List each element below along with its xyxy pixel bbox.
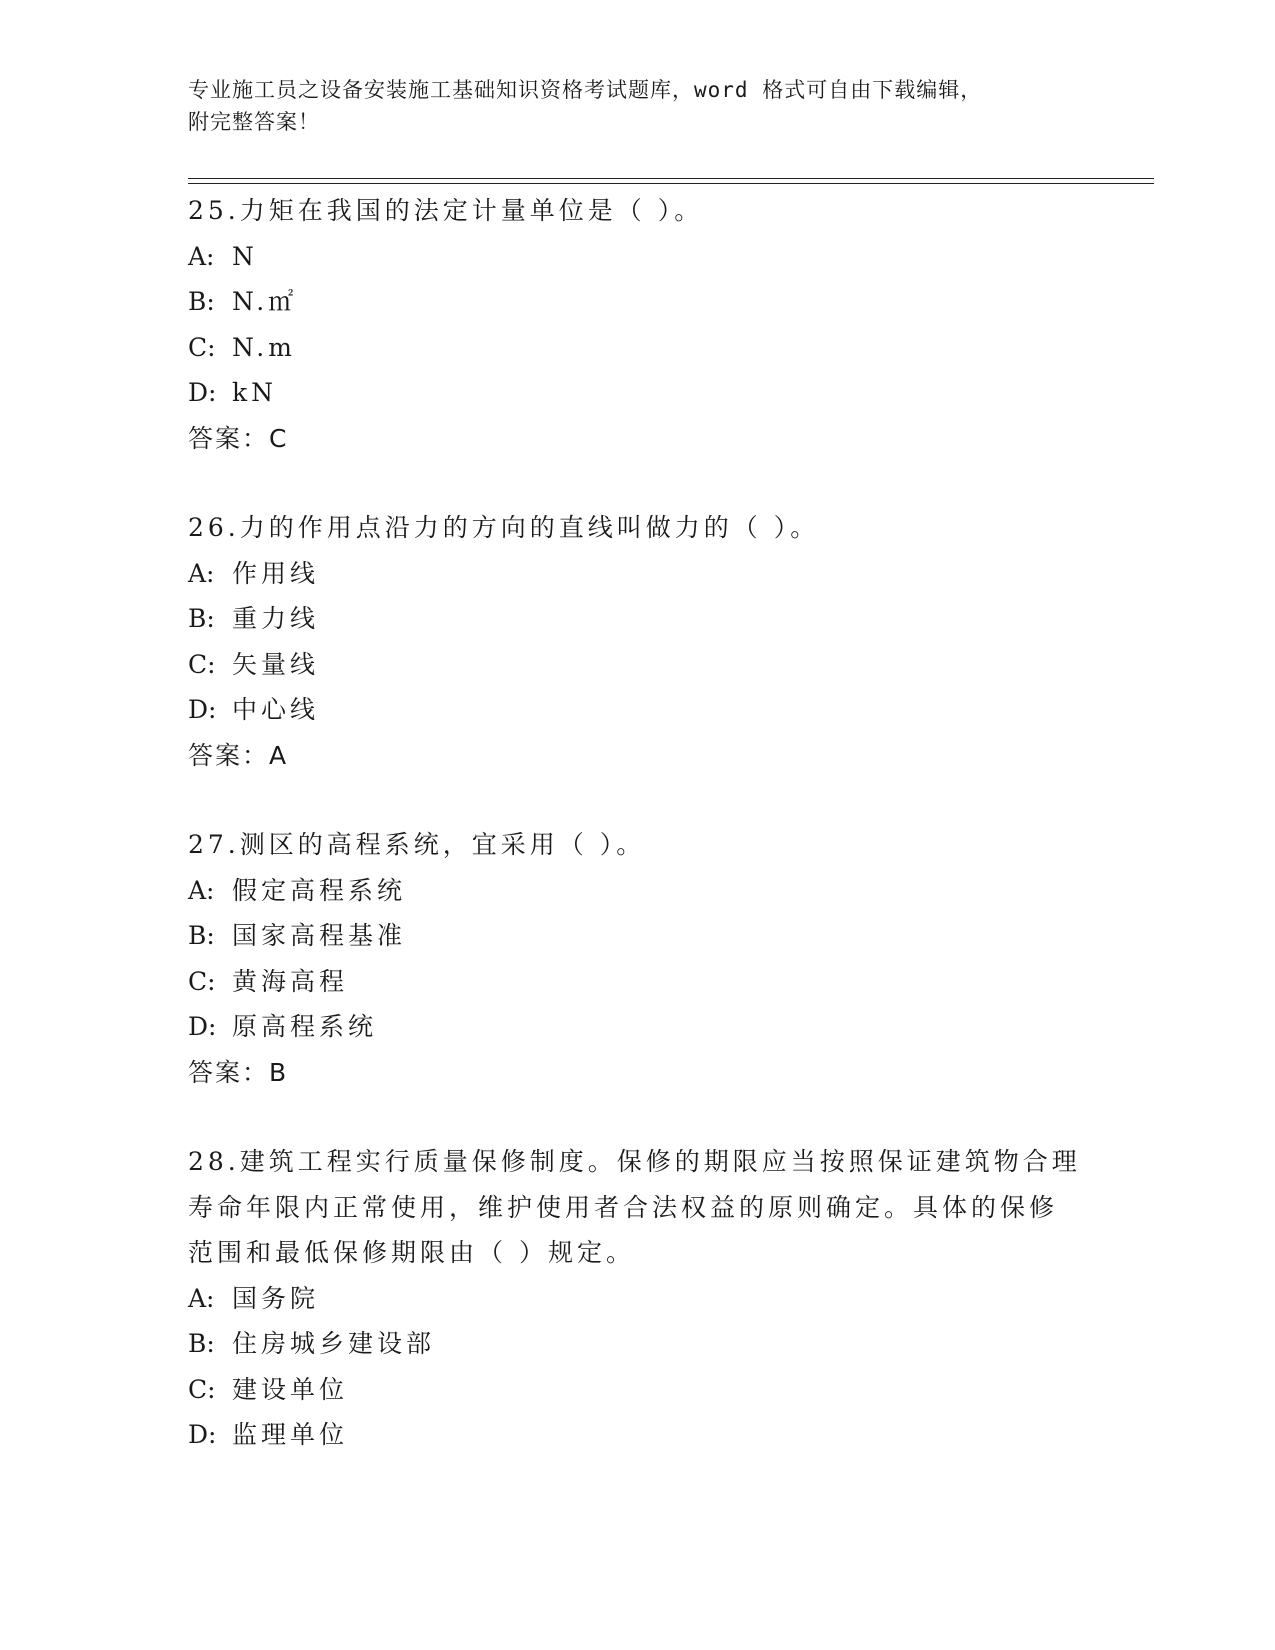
option-row xyxy=(188,596,1108,642)
option-text: N.m xyxy=(232,332,296,362)
question-block xyxy=(188,822,1108,1095)
option-label: B: xyxy=(188,1329,215,1358)
option-row xyxy=(188,551,1108,597)
answer-line: 答案：B xyxy=(188,1057,289,1087)
option-label: B: xyxy=(188,287,215,316)
option-label: A: xyxy=(188,1283,215,1313)
question-block xyxy=(188,505,1108,778)
option-label: D: xyxy=(188,1420,217,1449)
question-stem: 25.力矩在我国的法定计量单位是（ ）。 xyxy=(188,196,704,225)
option-text: 住房城乡建设部 xyxy=(232,1329,436,1358)
option-label: C: xyxy=(188,966,216,996)
option-row xyxy=(188,1004,1108,1050)
option-text: N xyxy=(232,241,258,271)
option-label: D: xyxy=(188,378,217,407)
option-text: N.㎡ xyxy=(232,287,298,316)
option-text: 中心线 xyxy=(232,695,320,724)
document-header xyxy=(188,74,1088,138)
option-text: 作用线 xyxy=(232,558,320,588)
answer-line: 答案：C xyxy=(188,423,289,453)
option-label: D: xyxy=(188,1012,217,1041)
question-stem: 28.建筑工程实行质量保修制度。保修的期限应当按照保证建筑物合理 xyxy=(188,1147,1081,1176)
option-text: 监理单位 xyxy=(232,1420,349,1449)
option-label: D: xyxy=(188,695,217,724)
question-block xyxy=(188,188,1108,461)
header-line-1: 专业施工员之设备安装施工基础知识资格考试题库，word 格式可自由下载编辑， xyxy=(188,78,983,102)
option-label: A: xyxy=(188,241,215,271)
option-row xyxy=(188,325,1108,371)
option-label: B: xyxy=(188,604,215,633)
option-label: A: xyxy=(188,875,215,905)
option-label: C: xyxy=(188,1374,216,1404)
option-row xyxy=(188,370,1108,416)
option-text: 重力线 xyxy=(232,604,320,633)
question-stem: 范围和最低保修期限由（ ）规定。 xyxy=(188,1238,635,1267)
header-divider-top xyxy=(188,178,1154,179)
question-stem: 26.力的作用点沿力的方向的直线叫做力的（ ）。 xyxy=(188,513,820,542)
option-text: 矢量线 xyxy=(232,649,320,679)
option-text: kN xyxy=(232,378,278,407)
answer-line: 答案：A xyxy=(188,740,289,770)
option-label: A: xyxy=(188,558,215,588)
question-block xyxy=(188,1139,1108,1458)
option-label: B: xyxy=(188,921,215,950)
option-text: 建设单位 xyxy=(232,1374,349,1404)
option-row xyxy=(188,1321,1108,1367)
option-row xyxy=(188,1412,1108,1458)
option-text: 假定高程系统 xyxy=(232,875,407,905)
option-row xyxy=(188,234,1108,280)
option-row xyxy=(188,642,1108,688)
option-row xyxy=(188,279,1108,325)
option-row xyxy=(188,959,1108,1005)
option-row xyxy=(188,1276,1108,1322)
option-text: 黄海高程 xyxy=(232,966,349,996)
option-text: 国务院 xyxy=(232,1283,320,1313)
option-label: C: xyxy=(188,332,216,362)
option-row xyxy=(188,687,1108,733)
question-stem: 27.测区的高程系统，宜采用（ ）。 xyxy=(188,830,646,859)
option-row xyxy=(188,1367,1108,1413)
option-row xyxy=(188,868,1108,914)
question-list xyxy=(188,188,1108,1502)
option-text: 原高程系统 xyxy=(232,1012,378,1041)
header-line-2: 附完整答案！ xyxy=(188,110,320,134)
option-text: 国家高程基准 xyxy=(232,921,407,950)
option-row xyxy=(188,913,1108,959)
question-stem: 寿命年限内正常使用，维护使用者合法权益的原则确定。具体的保修 xyxy=(188,1192,1059,1222)
option-label: C: xyxy=(188,649,216,679)
header-divider-bottom xyxy=(188,183,1154,184)
